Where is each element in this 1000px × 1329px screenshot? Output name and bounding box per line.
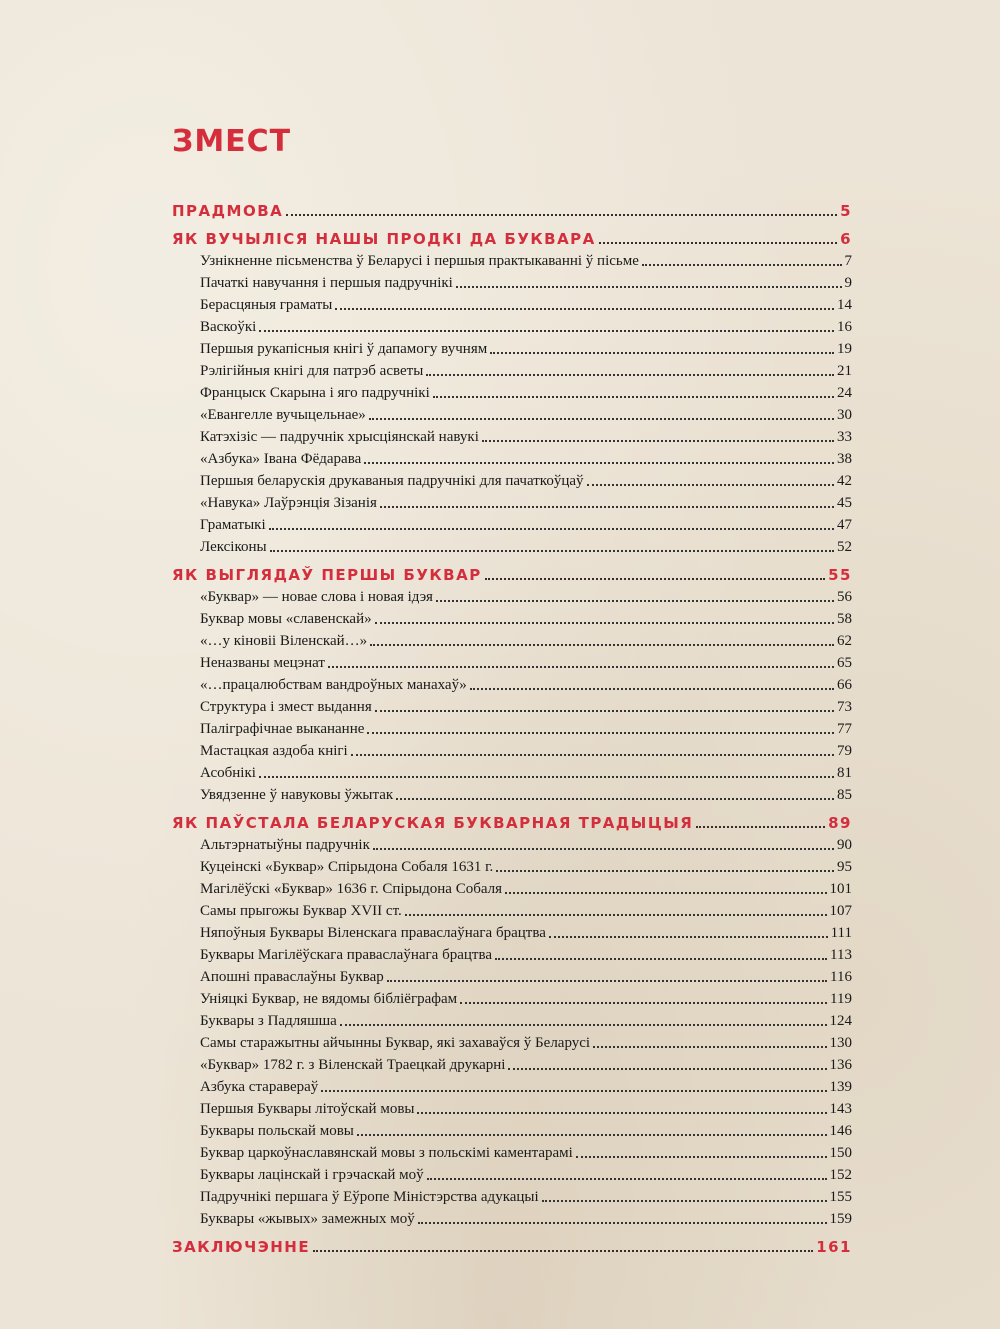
entry-page-number: 56 <box>837 589 852 605</box>
entry-page-number: 113 <box>830 947 852 963</box>
entry-title: Няпоўныя Буквары Віленскага праваслаўнага брацтва <box>200 925 546 941</box>
dot-leader <box>364 462 834 464</box>
dot-leader <box>380 506 834 508</box>
toc-section-heading[interactable] <box>172 812 852 834</box>
entry-title: Структура і змест выдання <box>200 699 372 715</box>
entry-title: «…працалюбствам вандроўных манахаў» <box>200 677 467 693</box>
dot-leader <box>405 914 827 916</box>
section-page-number: 55 <box>828 566 852 584</box>
entry-page-number: 81 <box>837 765 852 781</box>
dot-leader <box>259 776 834 778</box>
entry-title: Першыя беларускія друкаваныя падручнікі для пачаткоўцаў <box>200 473 584 489</box>
entry-title: Катэхізіс — падручнік хрысціянскай навукі <box>200 429 479 445</box>
toc-entry[interactable] <box>172 652 852 674</box>
dot-leader <box>482 440 834 442</box>
entry-page-number: 79 <box>837 743 852 759</box>
entry-page-number: 24 <box>837 385 852 401</box>
toc-entry[interactable] <box>172 1164 852 1186</box>
toc-entry[interactable] <box>172 1120 852 1142</box>
dot-leader <box>485 578 825 580</box>
entry-title: Буквар царкоўнаславянскай мовы з польскімі каментарамі <box>200 1145 573 1161</box>
toc-entry[interactable] <box>172 1054 852 1076</box>
entry-title: «…у кіновіі Віленскай…» <box>200 633 368 649</box>
dot-leader <box>587 484 834 486</box>
entry-title: Асобнікі <box>200 765 256 781</box>
entry-page-number: 90 <box>837 837 852 853</box>
toc-entry[interactable] <box>172 696 852 718</box>
entry-page-number: 66 <box>837 677 852 693</box>
section-title: ЯК ПАЎСТАЛА БЕЛАРУСКАЯ БУКВАРНАЯ ТРАДЫЦЫЯ <box>172 814 694 832</box>
toc-entry[interactable] <box>172 536 852 558</box>
toc-entry[interactable] <box>172 944 852 966</box>
entry-page-number: 101 <box>829 881 852 897</box>
toc-section <box>172 228 852 558</box>
entry-title: «Навука» Лаўрэнція Зізанія <box>200 495 377 511</box>
entry-page-number: 111 <box>830 925 852 941</box>
toc-entry[interactable] <box>172 1142 852 1164</box>
entry-title: Азбука старавераў <box>200 1079 319 1095</box>
entry-title: «Буквар» — новае слова і новая ідэя <box>200 589 433 605</box>
dot-leader <box>436 600 834 602</box>
toc-entry[interactable] <box>172 834 852 856</box>
dot-leader <box>599 242 837 244</box>
toc-entry[interactable] <box>172 1010 852 1032</box>
dot-leader <box>270 550 834 552</box>
toc-section-heading[interactable] <box>172 200 852 222</box>
dot-leader <box>396 798 834 800</box>
entry-page-number: 30 <box>837 407 852 423</box>
dot-leader <box>418 1222 827 1224</box>
toc-entry[interactable] <box>172 1098 852 1120</box>
section-page-number: 89 <box>828 814 852 832</box>
dot-leader <box>286 214 837 216</box>
toc-entry[interactable] <box>172 382 852 404</box>
dot-leader <box>340 1024 827 1026</box>
entry-title: Лексіконы <box>200 539 267 555</box>
toc-entry[interactable] <box>172 426 852 448</box>
entry-page-number: 7 <box>844 253 852 269</box>
toc-entry[interactable] <box>172 404 852 426</box>
toc-section-heading[interactable] <box>172 228 852 250</box>
toc-entry[interactable] <box>172 1032 852 1054</box>
entry-title: Буквары Магілёўскага праваслаўнага брацтва <box>200 947 492 963</box>
dot-leader <box>387 980 827 982</box>
entry-page-number: 146 <box>829 1123 852 1139</box>
toc-entry[interactable] <box>172 608 852 630</box>
entry-page-number: 139 <box>829 1079 852 1095</box>
toc-entry[interactable] <box>172 784 852 806</box>
toc-title: ЗМЕСТ <box>172 124 292 159</box>
entry-title: Граматыкі <box>200 517 266 533</box>
entry-page-number: 77 <box>837 721 852 737</box>
entry-title: Першыя Буквары літоўскай мовы <box>200 1101 415 1117</box>
toc-entry[interactable] <box>172 360 852 382</box>
dot-leader <box>549 936 828 938</box>
toc-entry[interactable] <box>172 448 852 470</box>
entry-title: Паліграфічнае выкананне <box>200 721 365 737</box>
toc-entry[interactable] <box>172 1076 852 1098</box>
entry-page-number: 150 <box>829 1145 852 1161</box>
entry-title: Францыск Скарына і яго падручнікі <box>200 385 430 401</box>
dot-leader <box>375 710 834 712</box>
entry-title: Самы прыгожы Буквар XVII ст. <box>200 903 402 919</box>
toc-entry[interactable] <box>172 922 852 944</box>
dot-leader <box>335 308 834 310</box>
toc-entry[interactable] <box>172 966 852 988</box>
entry-page-number: 9 <box>844 275 852 291</box>
dot-leader <box>433 396 834 398</box>
entry-page-number: 130 <box>829 1035 852 1051</box>
section-page-number: 6 <box>840 230 852 248</box>
dot-leader <box>490 352 834 354</box>
dot-leader <box>426 374 834 376</box>
dot-leader <box>351 754 834 756</box>
entry-title: Узнікненне пісьменства ў Беларусі і першыя практыкаванні ў пісьме <box>200 253 639 269</box>
entry-page-number: 16 <box>837 319 852 335</box>
entry-title: Увядзенне ў навуковы ўжытак <box>200 787 394 803</box>
entry-page-number: 45 <box>837 495 852 511</box>
dot-leader <box>460 1002 827 1004</box>
entry-title: Альтэрнатыўны падручнік <box>200 837 370 853</box>
toc-entry[interactable] <box>172 316 852 338</box>
toc-entry[interactable] <box>172 514 852 536</box>
entry-title: Буквары «жывых» замежных моў <box>200 1211 415 1227</box>
toc-entry[interactable] <box>172 338 852 360</box>
toc-entry[interactable] <box>172 856 852 878</box>
entry-page-number: 52 <box>837 539 852 555</box>
dot-leader <box>508 1068 826 1070</box>
entry-title: Куцеінскі «Буквар» Спірыдона Собаля 1631 г. <box>200 859 494 875</box>
toc-list <box>172 200 852 1258</box>
entry-page-number: 119 <box>830 991 852 1007</box>
entry-title: Буквары лацінскай і грэчаскай моў <box>200 1167 424 1183</box>
dot-leader <box>375 622 834 624</box>
dot-leader <box>593 1046 826 1048</box>
section-page-number: 161 <box>816 1238 852 1256</box>
dot-leader <box>357 1134 827 1136</box>
entry-page-number: 19 <box>837 341 852 357</box>
dot-leader <box>470 688 834 690</box>
dot-leader <box>373 848 834 850</box>
entry-page-number: 85 <box>837 787 852 803</box>
dot-leader <box>369 418 834 420</box>
entry-title: Самы старажытны айчынны Буквар, які захаваўся ў Беларусі <box>200 1035 591 1051</box>
entry-page-number: 152 <box>829 1167 852 1183</box>
dot-leader <box>496 870 834 872</box>
section-title: ЯК ВУЧЫЛІСЯ НАШЫ ПРОДКІ ДА БУКВАРА <box>172 230 596 248</box>
entry-page-number: 42 <box>837 473 852 489</box>
toc-entry[interactable] <box>172 586 852 608</box>
entry-page-number: 107 <box>829 903 852 919</box>
entry-page-number: 136 <box>829 1057 852 1073</box>
dot-leader <box>576 1156 827 1158</box>
entry-title: Пачаткі навучання і першыя падручнікі <box>200 275 453 291</box>
toc-entry[interactable] <box>172 272 852 294</box>
toc-section <box>172 1236 852 1258</box>
dot-leader <box>495 958 827 960</box>
toc-entry[interactable] <box>172 294 852 316</box>
entry-page-number: 62 <box>837 633 852 649</box>
toc-entry[interactable] <box>172 878 852 900</box>
entry-page-number: 65 <box>837 655 852 671</box>
entry-page-number: 14 <box>837 297 852 313</box>
entry-title: «Буквар» 1782 г. з Віленскай Траецкай друкарні <box>200 1057 506 1073</box>
dot-leader <box>313 1250 813 1252</box>
entry-page-number: 124 <box>829 1013 852 1029</box>
entry-page-number: 159 <box>829 1211 852 1227</box>
toc-entry[interactable] <box>172 630 852 652</box>
toc-section-heading[interactable] <box>172 1236 852 1258</box>
entry-page-number: 143 <box>829 1101 852 1117</box>
section-title: ЗАКЛЮЧЭННЕ <box>172 1238 311 1256</box>
dot-leader <box>269 528 834 530</box>
toc-entry[interactable] <box>172 1208 852 1230</box>
entry-page-number: 38 <box>837 451 852 467</box>
entry-title: Падручнікі першага ў Еўропе Міністэрства адукацыі <box>200 1189 539 1205</box>
entry-title: Васкоўкі <box>200 319 257 335</box>
toc-section-heading[interactable] <box>172 564 852 586</box>
entry-title: Буквар мовы «славенскай» <box>200 611 372 627</box>
toc-entry[interactable] <box>172 1186 852 1208</box>
dot-leader <box>642 264 842 266</box>
dot-leader <box>259 330 834 332</box>
entry-page-number: 21 <box>837 363 852 379</box>
dot-leader <box>417 1112 826 1114</box>
entry-title: Магілёўскі «Буквар» 1636 г. Спірыдона Собаля <box>200 881 503 897</box>
toc-section <box>172 564 852 806</box>
toc-entry[interactable] <box>172 492 852 514</box>
entry-title: Апошні праваслаўны Буквар <box>200 969 384 985</box>
entry-page-number: 95 <box>837 859 852 875</box>
dot-leader <box>542 1200 827 1202</box>
toc-entry[interactable] <box>172 762 852 784</box>
section-page-number: 5 <box>840 202 852 220</box>
entry-title: «Евангелле вучыцельнае» <box>200 407 366 423</box>
entry-page-number: 58 <box>837 611 852 627</box>
section-title: ПРАДМОВА <box>172 202 284 220</box>
entry-title: Уніяцкі Буквар, не вядомы бібліёграфам <box>200 991 458 1007</box>
entry-title: Берасцяныя граматы <box>200 297 333 313</box>
dot-leader <box>321 1090 826 1092</box>
toc-entry[interactable] <box>172 718 852 740</box>
entry-title: Буквары польскай мовы <box>200 1123 354 1139</box>
toc-section <box>172 812 852 1230</box>
toc-entry[interactable] <box>172 674 852 696</box>
dot-leader <box>328 666 834 668</box>
entry-page-number: 47 <box>837 517 852 533</box>
toc-entry[interactable] <box>172 250 852 272</box>
entry-page-number: 33 <box>837 429 852 445</box>
entry-title: Рэлігійныя кнігі для патрэб асветы <box>200 363 424 379</box>
toc-section <box>172 200 852 222</box>
toc-entry[interactable] <box>172 470 852 492</box>
dot-leader <box>367 732 834 734</box>
entry-title: Буквары з Падляшша <box>200 1013 337 1029</box>
section-title: ЯК ВЫГЛЯДАЎ ПЕРШЫ БУКВАР <box>172 566 482 584</box>
toc-entry[interactable] <box>172 740 852 762</box>
dot-leader <box>427 1178 827 1180</box>
table-of-contents <box>172 120 852 1262</box>
entry-title: Першыя рукапісныя кнігі ў дапамогу вучням <box>200 341 488 357</box>
dot-leader <box>696 826 825 828</box>
entry-page-number: 116 <box>830 969 852 985</box>
dot-leader <box>456 286 842 288</box>
dot-leader <box>370 644 834 646</box>
entry-page-number: 73 <box>837 699 852 715</box>
entry-title: Мастацкая аздоба кнігі <box>200 743 348 759</box>
entry-page-number: 155 <box>829 1189 852 1205</box>
entry-title: «Азбука» Івана Фёдарава <box>200 451 362 467</box>
entry-title: Неназваны мецэнат <box>200 655 325 671</box>
toc-entry[interactable] <box>172 900 852 922</box>
dot-leader <box>505 892 826 894</box>
toc-entry[interactable] <box>172 988 852 1010</box>
